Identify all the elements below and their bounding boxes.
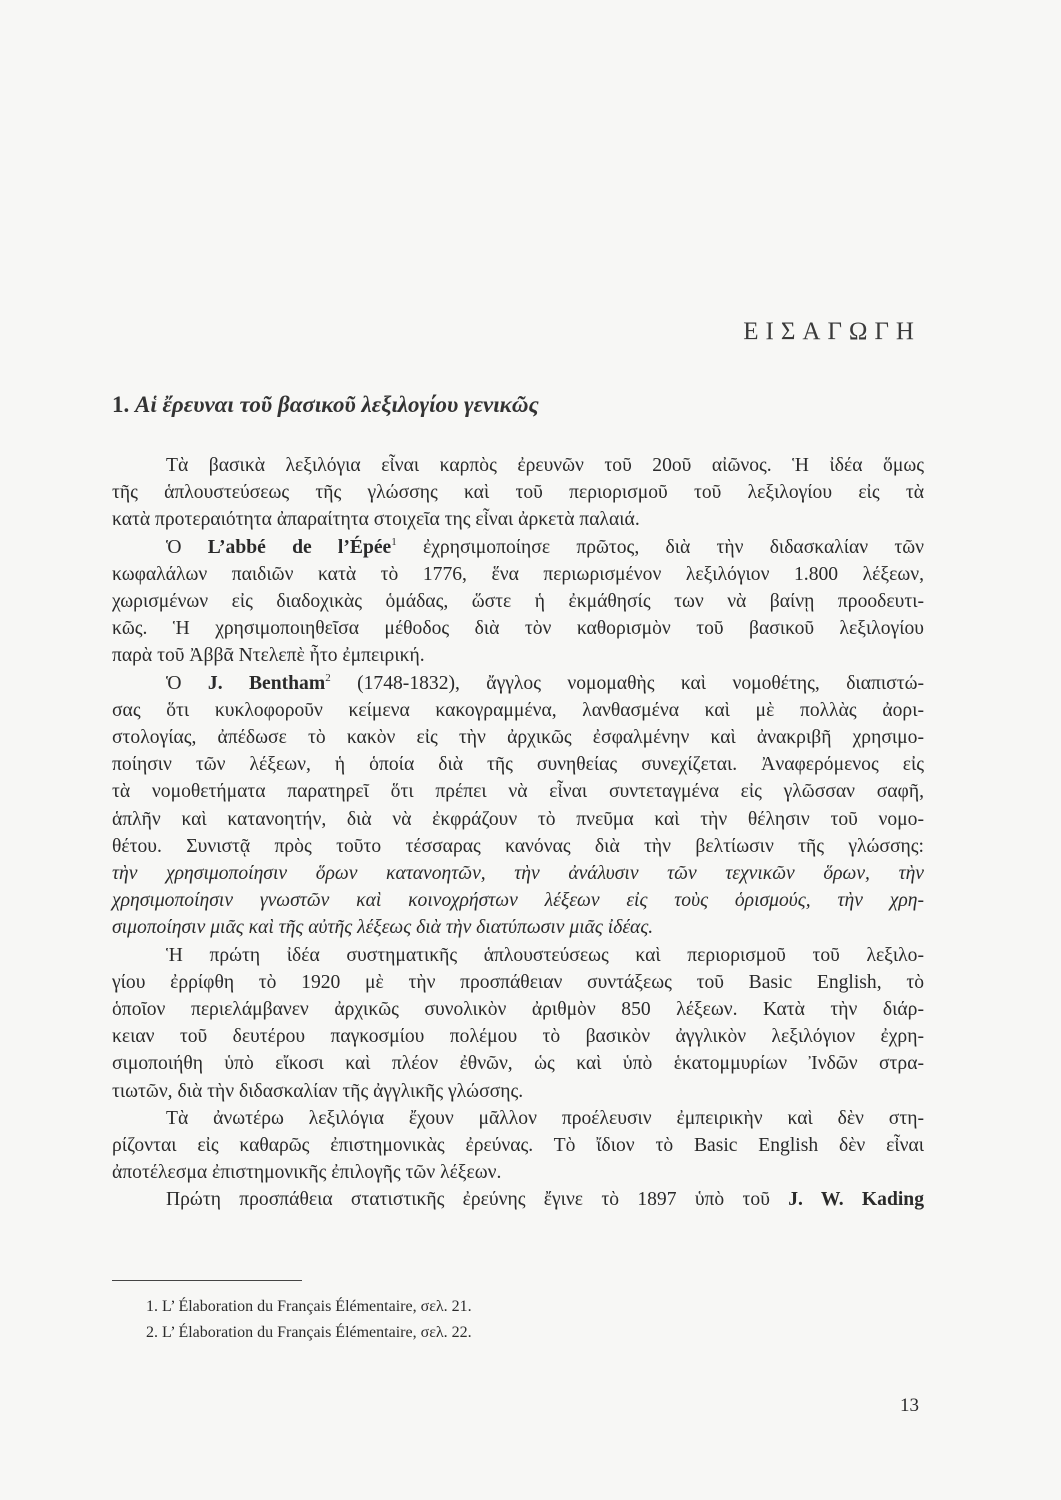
text-line: κῶς. Ἡ χρησιμοποιηθεῖσα μέθοδος διὰ τὸν καθορισμὸν τοῦ βασικοῦ λεξιλογίου (112, 618, 924, 640)
text-line: τῆς ἁπλουστεύσεως τῆς γλώσσης καὶ τοῦ περιορισμοῦ τοῦ λεξιλογίου εἰς τὰ (112, 482, 924, 504)
author-name: J. Bentham (207, 672, 326, 694)
author-name: L’abbé de l’Épée (207, 536, 392, 558)
text-line: παρὰ τοῦ Ἀββᾶ Ντελεπὲ ἦτο ἐμπειρική. (112, 645, 425, 667)
text-line: σιμοποίησιν μιᾶς καὶ τῆς αὐτῆς λέξεως διὰ τὴν διατύπωσιν μιᾶς ἰδέας. (112, 917, 654, 939)
text-line: Τὰ βασικὰ λεξιλόγια εἶναι καρπὸς ἐρευνῶν τοῦ 20οῦ αἰῶνος. Ἡ ἰδέα ὅμως (166, 455, 924, 476)
footnote-ref: 1 (391, 535, 397, 548)
text-line: στολογίας, ἀπέδωσε τὸ κακὸν εἰς τὴν ἀρχικῶς ἐσφαλμένην καὶ ἀνακριβῆ χρησιμο- (112, 727, 924, 749)
text-line: θέτου. Συνιστᾷ πρὸς τοῦτο τέσσαρας κανόνας διὰ τὴν βελτίωσιν τῆς γλώσσης: (112, 835, 924, 857)
footnote-ref: 2 (325, 671, 331, 684)
page-number: 13 (900, 1395, 919, 1416)
text-line: ἀποτέλεσμα ἐπιστημονικῆς ἐπιλογῆς τῶν λέξεων. (112, 1162, 502, 1184)
text-line: ἁπλῆν καὶ κατανοητήν, διὰ νὰ ἐκφράζουν τὸ πνεῦμα καὶ τὴν θέλησιν τοῦ νομο- (112, 808, 924, 830)
text-line: Ὁ J. Bentham$^2$ (1748-1832), ἄγγλος νομομαθὴς καὶ νομοθέτης, διαπιστώ- (166, 671, 924, 694)
text-line: τὴν χρησιμοποίησιν ὅρων κατανοητῶν, τὴν ἀνάλυσιν τῶν τεχνικῶν ὅρων, τὴν (112, 863, 924, 885)
text-line: ρίζονται εἰς καθαρῶς ἐπιστημονικὰς ἐρεύνας. Τὸ ἴδιον τὸ Basic English δὲν εἶναι (112, 1135, 924, 1157)
author-name: J. W. Kading (788, 1189, 924, 1211)
text-line: σιμοποιήθη ὑπὸ εἴκοσι καὶ πλέον ἐθνῶν, ὡς καὶ ὑπὸ ἑκατομμυρίων Ἰνδῶν στρα- (112, 1053, 924, 1075)
text-line: ὁποῖον περιελάμβανεν ἀρχικῶς συνολικὸν ἀριθμὸν 850 λέξεων. Κατὰ τὴν διάρ- (112, 999, 924, 1021)
footnote-divider (112, 1280, 302, 1281)
chapter-title: ΕΙΣΑΓΩΓΗ (743, 318, 921, 345)
text-line: κωφαλάλων παιδιῶν κατὰ τὸ 1776, ἕνα περιωρισμένον λεξιλόγιον 1.800 λέξεων, (112, 563, 924, 585)
text-line: σας ὅτι κυκλοφοροῦν κείμενα κακογραμμένα, λανθασμένα καὶ μὲ πολλὰς ἀορι- (112, 699, 924, 721)
body-text (112, 452, 924, 1214)
text-line: χωρισμένων εἰς διαδοχικὰς ὁμάδας, ὥστε ἡ ἐκμάθησίς των νὰ βαίνῃ προοδευτι- (112, 591, 924, 613)
footnote: 2. L’ Élaboration du Français Élémentaire, σελ. 22. (146, 1324, 472, 1341)
text-line: γίου ἐρρίφθη τὸ 1920 μὲ τὴν προσπάθειαν συντάξεως τοῦ Basic English, τὸ (112, 971, 924, 993)
text-line: Τὰ ἀνωτέρω λεξιλόγια ἔχουν μᾶλλον προέλευσιν ἐμπειρικὴν καὶ δὲν στη- (166, 1107, 924, 1129)
footnotes (146, 1294, 472, 1346)
footnote: 1. L’ Élaboration du Français Élémentaire, σελ. 21. (146, 1298, 472, 1315)
text-line: Ὁ L’abbé de l’Épée$^1$ ἐχρησιμοποίησε πρῶτος, διὰ τὴν διδασκαλίαν τῶν (166, 535, 924, 558)
text-line: Πρώτη προσπάθεια στατιστικῆς ἐρεύνης ἔγινε τὸ 1897 ὑπὸ τοῦ J. W. Kading (166, 1189, 924, 1211)
text-line: τὰ νομοθετήματα παρατηρεῖ ὅτι πρέπει νὰ εἶναι συντεταγμένα εἰς γλῶσσαν σαφῆ, (112, 781, 924, 803)
text-line: κειαν τοῦ δευτέρου παγκοσμίου πολέμου τὸ βασικὸν ἀγγλικὸν λεξιλόγιον ἐχρη- (112, 1026, 924, 1048)
text-line: τιωτῶν, διὰ τὴν διδασκαλίαν τῆς ἀγγλικῆς γλώσσης. (112, 1080, 524, 1102)
section-heading (112, 392, 539, 418)
text-line: ποίησιν τῶν λέξεων, ἡ ὁποία διὰ τῆς συνηθείας συνεχίζεται. Ἀναφερόμενος εἰς (112, 754, 924, 776)
section-title: Αἱ ἔρευναι τοῦ βασικοῦ λεξιλογίου γενικῶς (135, 392, 539, 417)
text-line: κατὰ προτεραιότητα ἀπαραίτητα στοιχεῖα της εἶναι ἀρκετὰ παλαιά. (112, 509, 640, 531)
section-number: 1. (112, 392, 130, 417)
text-line: Ἡ πρώτη ἰδέα συστηματικῆς ἁπλουστεύσεως καὶ περιορισμοῦ τοῦ λεξιλο- (166, 944, 924, 966)
text-line: χρησιμοποίησιν γνωστῶν καὶ κοινοχρήστων λέξεων εἰς τοὺς ὁρισμούς, τὴν χρη- (112, 890, 924, 912)
